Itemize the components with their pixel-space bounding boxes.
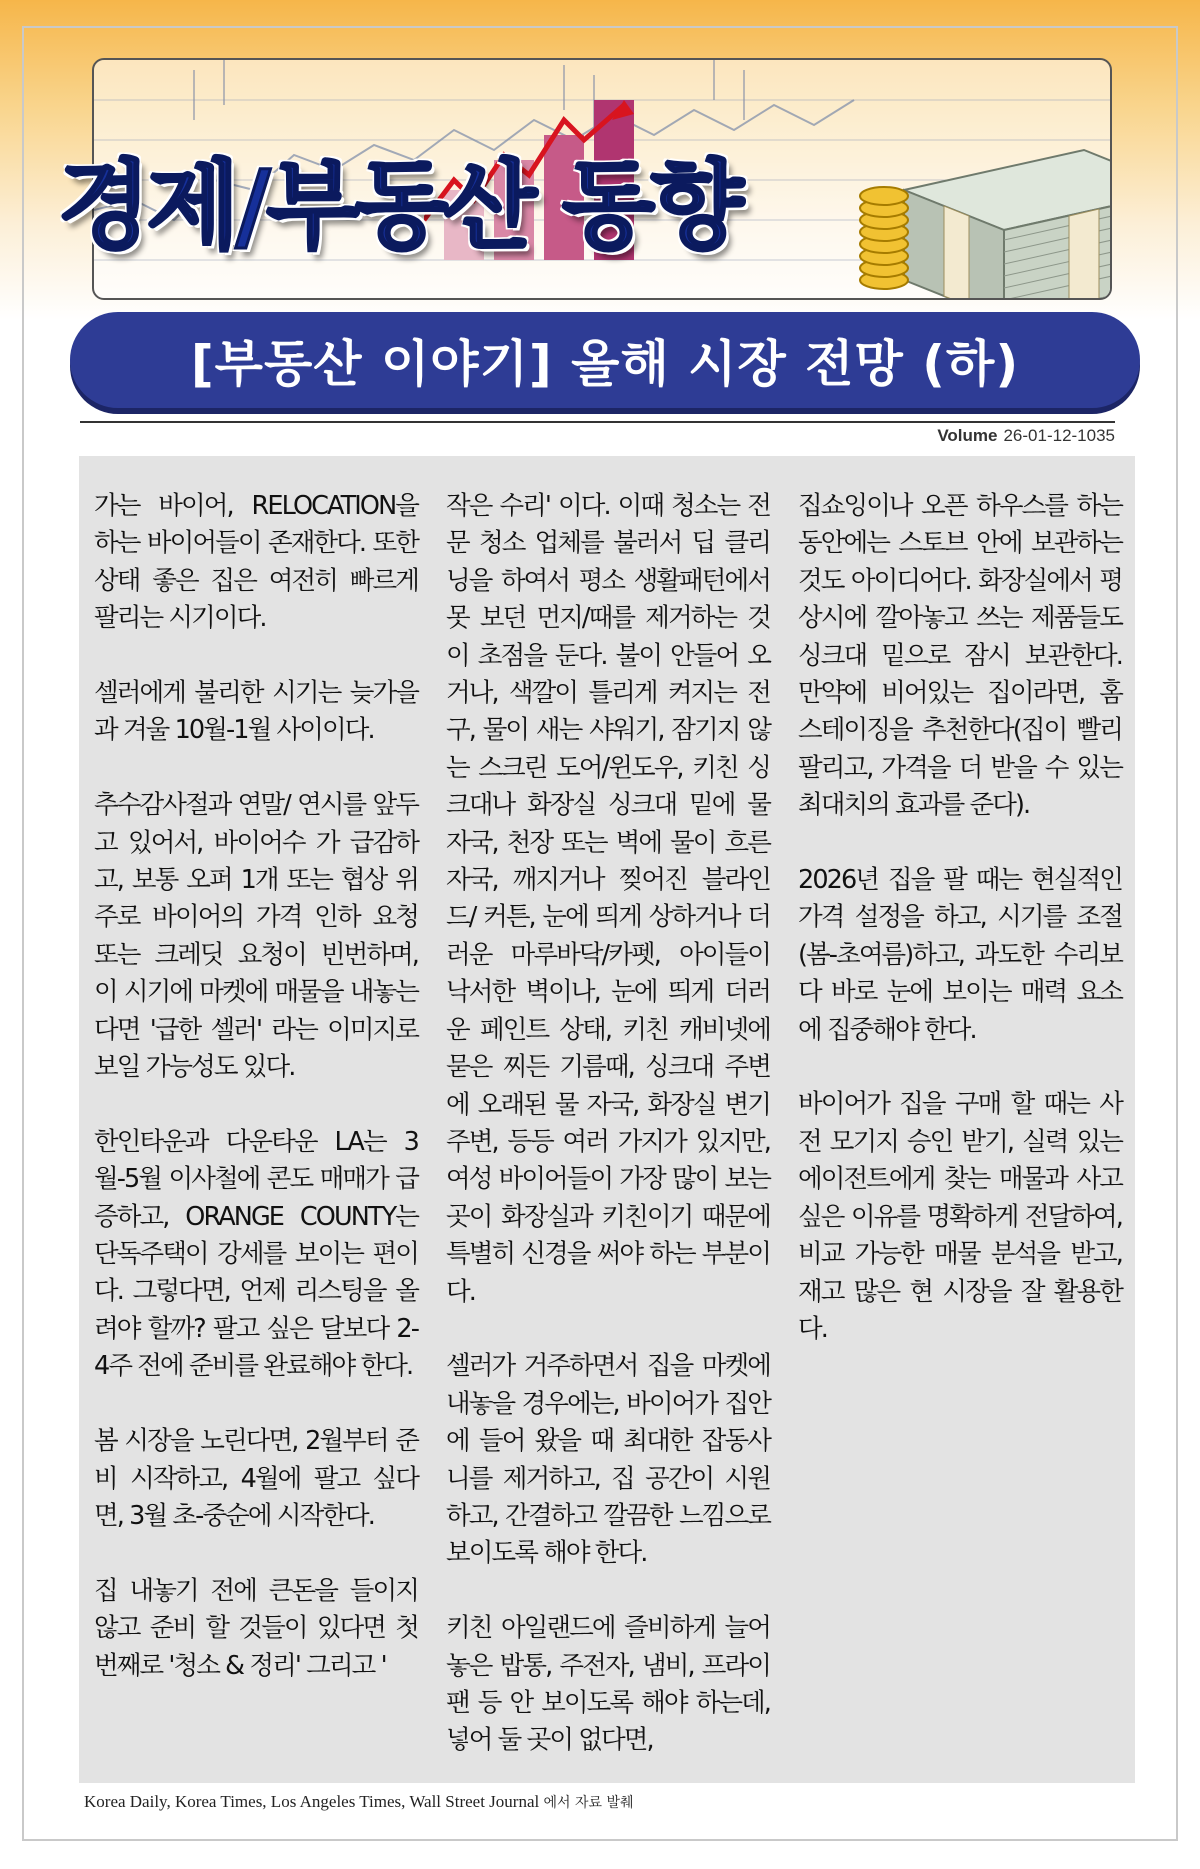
article-title: [부동산 이야기] 올해 시장 전망 (하) xyxy=(190,335,1020,393)
divider-line xyxy=(80,421,1115,423)
paragraph: 2026년 집을 팔 때는 현실적인 가격 설정을 하고, 시기를 조절(봄-초여름)하고, 과도한 수리보다 바로 눈에 보이는 매력 요소에 집중해야 한다. xyxy=(798,865,1122,1045)
source-credit xyxy=(84,1792,634,1812)
paragraph: 추수감사절과 연말/ 연시를 앞두고 있어서, 바이어수 가 급감하고, 보통 오퍼 1개 또는 협상 위주로 바이어의 가격 인하 요청 또는 크레딧 요청이 빈번하며, 이 시기에 마켓에 매물을 내놓는 다면 '급한 셀러' 라는 이미지로 보일 가능성도 있다. xyxy=(94,790,418,1083)
paragraph: 한인타운과 다운타운 LA는 3월-5월 이사철에 콘도 매매가 급증하고, ORANGE COUNTY는 단독주택이 강세를 보이는 편이다. 그렇다면, 언제 리스팅을 올려야 할까? 팔고 싶은 달보다 2-4주 전에 준비를 완료해야 한다. xyxy=(94,1126,418,1382)
paragraph: 집 내놓기 전에 큰돈을 들이지 않고 준비 할 것들이 있다면 첫 번째로 '청소 & 정리' 그리고 ' xyxy=(94,1575,418,1681)
article-column-2 xyxy=(446,488,770,1797)
article-column-3 xyxy=(798,488,1122,1386)
paragraph: 작은 수리' 이다. 이때 청소는 전문 청소 업체를 불러서 딥 클리닝을 하여서 평소 생활패턴에서 못 보던 먼지/때를 제거하는 것이 초점을 둔다. 불이 안들어 오거나, 색깔이 틀리게 켜지는 전구, 물이 새는 샤워기, 잠기지 않는 스크린 도어/윈도우, 키친 싱크대나 화장실 싱크대 밑에 물 자국, 천장 또는 벽에 물이 흐른 자국, 깨지거나 찢어진 블라인드/ 커튼, 눈에 띄게 상하거나 더러운 마루바닥/카펫, 아이들이 낙서한 벽이나, 눈에 띄게 더러운 페인트 상태, 키친 캐비넷에 묻은 찌든 기름때, 싱크대 주변에 오래된 물 자국, 화장실 변기주변, 등등 여러 가지가 있지만, 여성 바이어들이 가장 많이 보는 곳이 화장실과 키친이기 때문에 특별히 신경을 써야 하는 부분이다. xyxy=(446,491,770,1307)
volume-info xyxy=(900,426,1115,446)
source-list: Korea Daily, Korea Times, Los Angeles Times, Wall Street Journal xyxy=(84,1792,540,1811)
volume-label: Volume xyxy=(937,426,998,445)
paragraph: 봄 시장을 노린다면, 2월부터 준비 시작하고, 4월에 팔고 싶다면, 3월 초-중순에 시작한다. xyxy=(94,1426,418,1531)
article-title-banner xyxy=(70,312,1140,408)
paragraph: 가는 바이어, RELOCATION을 하는 바이어들이 존재한다. 또한 상태 좋은 집은 여전히 빠르게 팔리는 시기이다. xyxy=(94,491,418,634)
page-title: 경제/부동산 동향 xyxy=(58,150,740,262)
money-stack-icon xyxy=(904,150,1112,300)
paragraph: 셀러에게 불리한 시기는 늦가을과 겨울 10월-1월 사이이다. xyxy=(94,678,418,746)
paragraph: 셀러가 거주하면서 집을 마켓에 내놓을 경우에는, 바이어가 집안에 들어 왔을 때 최대한 잡동사니를 제거하고, 집 공간이 시원하고, 간결하고 깔끔한 느낌으로 보이도록 해야 한다. xyxy=(446,1351,770,1569)
paragraph: 키친 아일랜드에 즐비하게 늘어놓은 밥통, 주전자, 냄비, 프라이팬 등 안 보이도록 해야 하는데, 넣어 둘 곳이 없다면, xyxy=(446,1613,770,1756)
article-column-1 xyxy=(94,488,418,1722)
paragraph: 집쇼잉이나 오픈 하우스를 하는 동안에는 스토브 안에 보관하는 것도 아이디어다. 화장실에서 평상시에 깔아놓고 쓰는 제품들도 싱크대 밑으로 잠시 보관한다. 만약에 비어있는 집이라면, 홈 스테이징을 추천한다(집이 빨리 팔리고, 가격을 더 받을 수 있는 최대치의 효과를 준다). xyxy=(798,491,1122,821)
source-suffix: 에서 자료 발췌 xyxy=(543,1795,634,1811)
volume-number: 26-01-12-1035 xyxy=(1003,426,1115,445)
money-stack-graphic xyxy=(854,130,1112,300)
paragraph: 바이어가 집을 구매 할 때는 사전 모기지 승인 받기, 실력 있는 에이전트에게 찾는 매물과 사고 싶은 이유를 명확하게 전달하여, 비교 가능한 매물 분석을 받고, 재고 많은 현 시장을 잘 활용한다. xyxy=(798,1089,1122,1344)
